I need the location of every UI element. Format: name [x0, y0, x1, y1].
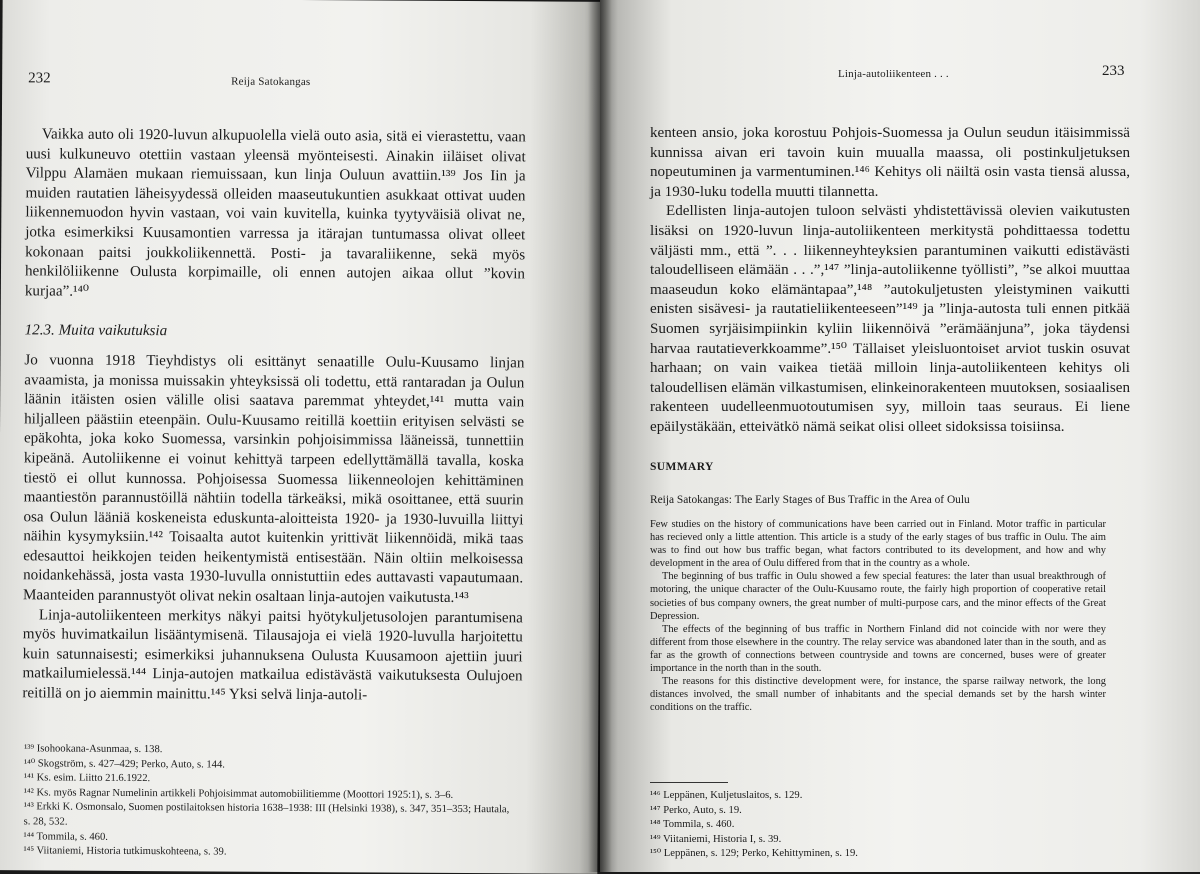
summary-paragraph: The reasons for this distinctive development were, for instance, the sparse railway network, the long distances involved, the small number of inhabitants and the special demands set by the harsh winter conditions on the traffic.	[650, 676, 1106, 714]
paragraph: Linja-autoliikenteen merkitys näkyi paitsi hyötykuljetusolojen parantumisena myös huvimatkailun lisääntymisenä. Tilausajoja ei vielä 1920-luvulla harjoitettu kuin satunnaisesti; esimerkiksi juhannuksena Oulusta Kuusamoon ajettiin juuri matkailumielessä.¹⁴⁴ Linja-autojen matkailua edistävästä vaikutuksesta Oulujoen reitillä on jo aiemmin mainittu.¹⁴⁵ Yksi selvä linja-autoli-	[22, 607, 523, 704]
footnotes	[23, 742, 510, 862]
section-heading: 12.3. Muita vaikutuksia	[24, 322, 168, 340]
right-page	[600, 0, 1200, 872]
body-text	[22, 125, 526, 707]
footnote: ¹⁴³ Erkki K. Osmonsalo, Suomen postilaitoksen historia 1638–1938: III (Helsinki 1938), s. 347, 351–353; Hautala, s. 28, 532.	[23, 801, 510, 828]
running-head: Linja-autoliikenteen . . .	[838, 68, 949, 80]
footnotes	[650, 789, 1090, 862]
summary-paragraph: The effects of the beginning of bus traffic in Northern Finland did not coincide with nor were they different from those elsewhere in the country. The relay service was abandoned later than in the south, and as far as the growth of connections between countryside and towns are concerned, buses were of greater importance in the north than in the south.	[650, 623, 1106, 675]
footnote: ¹⁴⁵ Viitaniemi, Historia tutkimuskohteena, s. 39.	[23, 845, 227, 858]
footnote: ¹⁴⁹ Viitaniemi, Historia I, s. 39.	[650, 833, 782, 845]
footnote: ¹⁴² Ks. myös Ragnar Numelinin artikkeli Pohjoisimmat automobiilitiemme (Moottori 1925:1), s. 3–6.	[23, 787, 454, 801]
summary-paragraph: Few studies on the history of communications have been carried out in Finland. Motor traffic in particular has recieved only a little attention. This article is a study of the early stages of bus traffic in Oulu. The aim was to find out how bus traffic began, what factors contributed to its development, and how and why development in the area of Oulu differed from that in the country as a whole.	[650, 519, 1106, 570]
page-number: 233	[1102, 63, 1125, 79]
page-number: 232	[28, 70, 51, 87]
body-text	[650, 124, 1130, 438]
footnote: ¹⁵⁰ Leppänen, s. 129; Perko, Kehittyminen, s. 19.	[650, 848, 858, 860]
paragraph: Jo vuonna 1918 Tieyhdistys oli esittänyt senaatille Oulu-Kuusamo linjan avaamista, ja monissa muissakin yhteyksissä oli todettu, että rantaradan ja Oulun läänin itäisten osien välille olisi saatava paremmat yhteydet,¹⁴¹ mutta vain hiljalleen päästiin eteenpäin. Oulu-Kuusamo reitillä koettiin erityisen selvästi se epäkohta, joka koko Suomessa, varsinkin pohjoisimmissa lääneissä, tunnettiin kipeänä. Autoliikenne ei voinut kehittyä tarpeen edellyttämällä tavalla, koska tiestö ei ollut kunnossa. Pohjoisessa Suomessa liikenneolojen kehittäminen maantiestön parannustöillä nähtiin todella tärkeäksi, mikä osoittanee, että suurin osa Oulun lääniä koskeneista eduskunta-aloitteista 1920- ja 1930-luvuilla liittyi näihin kysymyksiin.¹⁴² Toisaalta autot kuitenkin yrittivät liikennöidä, mikä taas edesauttoi heikkojen teiden heikentymistä entisestään. Näin oltiin melkoisessa noidankehässä, josta vasta 1930-luvulla onnistuttiin edes auttavasti vapautumaan. Maanteiden parannustyöt olivat nekin osaltaan linja-autojen vaikutusta.¹⁴³	[22, 352, 525, 607]
summary-heading: SUMMARY	[650, 461, 714, 473]
summary-body	[650, 518, 1106, 714]
footnote: ¹⁴⁷ Perko, Auto, s. 19.	[650, 804, 742, 816]
footnote-rule	[650, 782, 728, 783]
paragraph: kenteen ansio, joka korostuu Pohjois-Suomessa ja Oulun seudun itäisimmissä kunnissa aivan eri tavoin kuin muualla maassa, oli postinkuljetuksen nopeutuminen ja varmentuminen.¹⁴⁶ Kehitys oli näiltä osin vasta tiensä alussa, ja 1930-luku todella muutti tilannetta.	[650, 125, 1130, 200]
summary-title: Reija Satokangas: The Early Stages of Bus Traffic in the Area of Oulu	[650, 494, 970, 506]
running-head: Reija Satokangas	[231, 75, 311, 89]
footnote: ¹⁴⁶ Leppänen, Kuljetuslaitos, s. 129.	[650, 790, 803, 801]
footnote: ¹⁴¹ Ks. esim. Liitto 21.6.1922.	[23, 772, 151, 785]
paragraph: Vaikka auto oli 1920-luvun alkupuolella vielä outo asia, sitä ei vierastettu, vaan uusi kulkuneuvo otettiin vastaan yleensä myönteisesti. Ainakin iiläiset olivat Vilppu Alamäen mukaan riemuissaan, kun linja Ouluun avattiin.¹³⁹ Jos Iin ja muiden rautatien läheisyydessä olleiden maaseutukuntien asukkaat ottivat uuden liikennemuodon hyvin vastaan, voi vain kuvitella, kuinka tyytyväisiä olivat ne, jotka esimerkiksi Kuusamontien varressa ja itärajan tuntumassa olivat olleet kokonaan paitsi joukkoliikennettä. Posti- ja tavaraliikenne, sekä myös henkilöliikenne Oulusta korpimaille, oli ennen autojen aikaa ollut ”kovin kurjaa”.¹⁴⁰	[24, 126, 526, 300]
paragraph: Edellisten linja-autojen tuloon selvästi yhdistettävissä olevien vaikutusten lisäksi on 1920-luvun linja-autoliikenteen merkitystä pohdittaessa todettu väljästi mm., että ”. . . liikenneyhteyksien parantuminen vaikutti edistävästi taloudelliseen elämään . . .”,¹⁴⁷ ”linja-autoliikenne työllisti”, ”se alkoi muuttaa maaseudun koko elämäntapaa”,¹⁴⁸ ”autokuljetusten yleistyminen vaikutti enisten sisävesi- ja rautatieliikenteeseen”¹⁴⁹ ja ”linja-autosta tuli ennen pitkää Suomen syrjäisimpiinkin kyliin liikennöivä ”erämäänjuna”, joka täydensi harvaa rautatieverkkoamme”.¹⁵⁰ Tällaiset yleisluontoiset arviot tuskin osuvat harhaan; on vain vaikea tietää milloin linja-autoliikenteen kehitys oli taloudellisen elämän vilkastumisen, elinkeinorakenteen muutoksen, sosiaalisen rakenteen uudelleenmuotoutumisen syy, milloin taas seuraus. Ei liene epäilystäkään, etteivätkö nämä seikat olisi olleet sidoksissa toisiinsa.	[650, 203, 1130, 435]
footnote: ¹⁴⁰ Skogström, s. 427–429; Perko, Auto, s. 144.	[23, 757, 225, 771]
summary-paragraph: The beginning of bus traffic in Oulu showed a few special features: the later than usual breakthrough of motoring, the unique character of the Oulu-Kuusamo route, the fairly high proportion of cooperative retail societies of bus company owners, the great number of multi-purpose cars, and the minor effects of the Great Depression.	[650, 571, 1106, 622]
book-gutter	[588, 0, 612, 872]
footnote: ¹⁴⁸ Tommila, s. 460.	[650, 819, 735, 831]
footnote: ¹³⁹ Isohookana-Asunmaa, s. 138.	[24, 743, 163, 756]
footnote: ¹⁴⁴ Tommila, s. 460.	[23, 830, 108, 843]
